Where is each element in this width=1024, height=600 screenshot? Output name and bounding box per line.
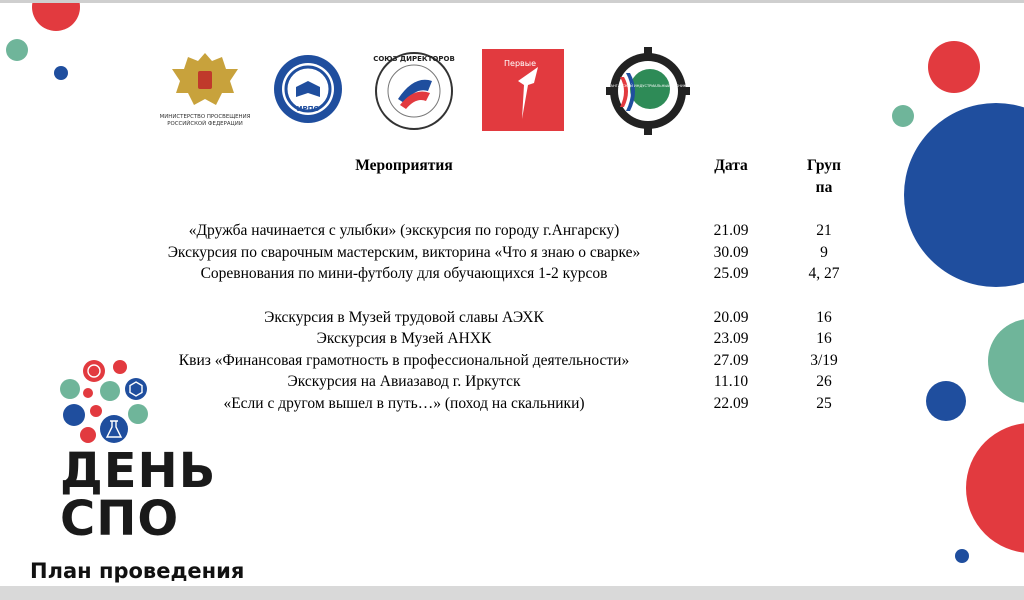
irpo-emblem-icon — [270, 47, 346, 127]
event-date: 22.09 — [713, 394, 749, 412]
event-group: 4, 27 — [808, 265, 840, 282]
svg-text:ИРПО: ИРПО — [296, 105, 320, 113]
header-date: Дата — [714, 157, 748, 174]
deco-circle — [928, 41, 980, 93]
event-date: 21.09 — [713, 222, 749, 239]
brand-circles-icon — [56, 359, 166, 449]
deco-circle — [966, 423, 1024, 553]
table-row — [140, 393, 854, 415]
table-row — [140, 263, 854, 285]
svg-text:АНГАРСКИЙ ИНДУСТРИАЛЬНЫЙ ТЕХНИ: АНГАРСКИЙ ИНДУСТРИАЛЬНЫЙ ТЕХНИКУМ — [610, 84, 690, 88]
page-title: План проведения — [30, 559, 245, 583]
event-name: «Дружба начинается с улыбки» (экскурсия по городу г.Ангарску) — [188, 222, 620, 239]
partner-logos — [160, 47, 700, 137]
deco-circle — [54, 66, 68, 80]
deco-circle — [926, 381, 966, 421]
union-emblem-icon — [372, 47, 456, 135]
deco-circle — [904, 103, 1024, 287]
deco-circle — [988, 319, 1024, 403]
svg-text:РОССИЙСКОЙ ФЕДЕРАЦИИ: РОССИЙСКОЙ ФЕДЕРАЦИИ — [167, 121, 243, 127]
event-group: 16 — [816, 308, 832, 326]
header-event: Мероприятия — [355, 157, 453, 174]
event-name: Экскурсия по сварочным мастерским, викторина «Что я знаю о сварке» — [167, 243, 641, 261]
table-header-row — [140, 155, 854, 198]
pervye-logo — [482, 49, 564, 136]
event-name: Экскурсия на Авиазавод г. Иркутск — [287, 373, 521, 390]
event-name: Квиз «Финансовая грамотность в профессиональной деятельности» — [178, 351, 630, 369]
event-group: 3/19 — [810, 351, 838, 369]
college-gear-icon — [606, 47, 690, 135]
deco-circle — [32, 0, 80, 31]
union-directors-logo — [372, 47, 456, 140]
event-name: Экскурсия в Музей АНХК — [316, 330, 492, 347]
svg-text:Первые: Первые — [504, 59, 536, 68]
table-row — [140, 371, 854, 393]
table-row — [140, 328, 854, 350]
event-name: Экскурсия в Музей трудовой славы АЭХК — [264, 308, 544, 326]
college-logo — [606, 47, 690, 140]
event-group: 16 — [816, 330, 832, 347]
table-row — [140, 220, 854, 242]
pervye-emblem-icon — [482, 49, 564, 131]
event-date: 20.09 — [713, 308, 749, 326]
events-table — [140, 155, 854, 414]
header-group: Груп па — [807, 157, 841, 196]
table-row — [140, 307, 854, 329]
event-date: 23.09 — [713, 330, 749, 347]
event-group: 9 — [820, 243, 828, 261]
event-name: Соревнования по мини-футболу для обучающихся 1-2 курсов — [200, 265, 608, 282]
event-date: 11.10 — [713, 373, 749, 390]
svg-text:МИНИСТЕРСТВО ПРОСВЕЩЕНИЯ: МИНИСТЕРСТВО ПРОСВЕЩЕНИЯ — [160, 114, 250, 120]
ministry-logo — [160, 47, 250, 132]
deco-circle — [6, 39, 28, 61]
table-row — [140, 350, 854, 372]
event-name: «Если с другом вышел в путь…» (поход на скальники) — [223, 394, 585, 412]
brand-word-spo: СПО — [60, 491, 180, 547]
table-row — [140, 242, 854, 264]
deco-circle — [892, 105, 914, 127]
event-date: 30.09 — [713, 243, 749, 261]
event-group: 25 — [816, 394, 832, 412]
eagle-emblem-icon — [160, 47, 250, 127]
deco-circle — [955, 549, 969, 563]
event-group: 26 — [816, 373, 832, 390]
svg-text:СОЮЗ ДИРЕКТОРОВ: СОЮЗ ДИРЕКТОРОВ — [373, 55, 455, 63]
event-date: 25.09 — [713, 265, 749, 282]
brand-word-den: ДЕНЬ — [60, 443, 217, 499]
event-group: 21 — [816, 222, 832, 239]
event-date: 27.09 — [713, 351, 749, 369]
irpo-logo — [270, 47, 346, 132]
